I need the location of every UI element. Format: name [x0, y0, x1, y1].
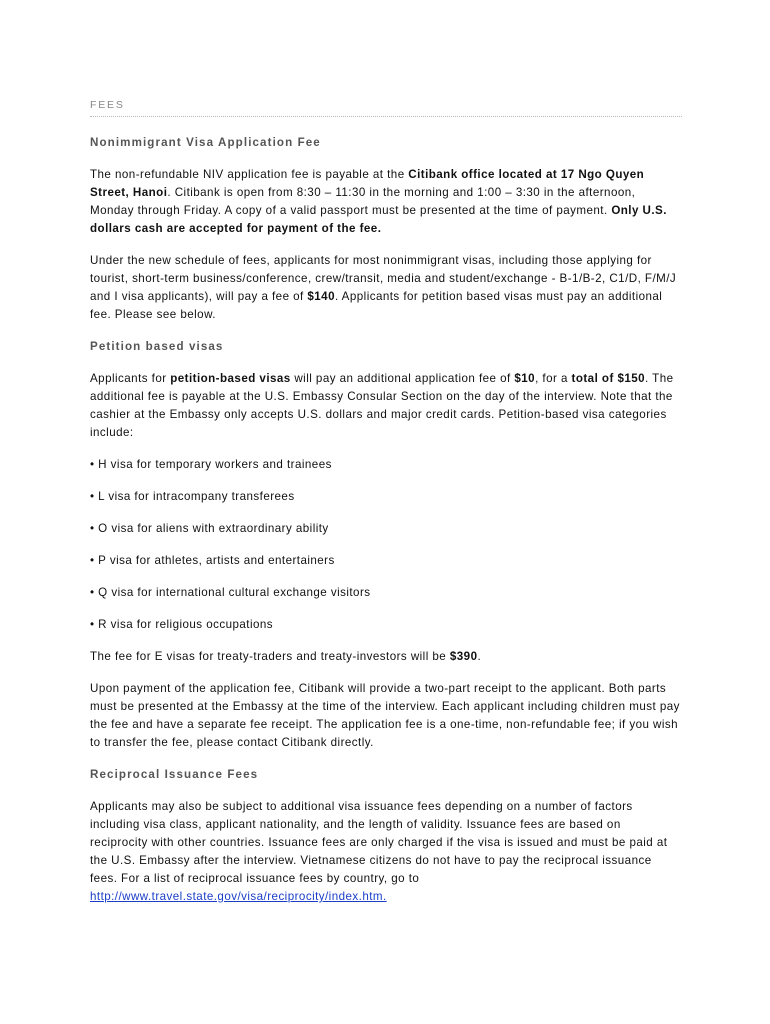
- paragraph-reciprocal: [90, 798, 682, 906]
- bold-text: Only U.S. dollars cash are accepted for payment of the fee.: [90, 204, 667, 235]
- paragraph-niv-payment: [90, 166, 682, 238]
- heading-reciprocal-fees: Reciprocal Issuance Fees: [90, 768, 259, 781]
- list-item: • Q visa for international cultural exchange visitors: [90, 586, 371, 599]
- bold-text: $390: [449, 650, 478, 663]
- text: . Citibank is open from 8:30 – 11:30 in the morning and 1:00 – 3:30 in the afternoon, Monday through Friday. A copy of a valid passport must be presented at the time of payment.: [90, 186, 636, 217]
- list-item: • H visa for temporary workers and trainees: [90, 458, 332, 471]
- bold-text: Citibank office located at 17 Ngo Quyen Street, Hanoi: [90, 168, 645, 199]
- text: Under the new schedule of fees, applicants for most nonimmigrant visas, including those applying for tourist, short-term business/conference, crew/transit, media and student/exchange - B-1/B-2, C1/D, F/M/J and I visa applicants), will pay a fee of: [90, 254, 677, 303]
- text: will pay an additional application fee of: [290, 372, 515, 385]
- text: . Applicants for petition based visas must pay an additional fee. Please see below.: [90, 290, 663, 321]
- text: .: [477, 650, 482, 663]
- paragraph-e-visa-fee: [90, 648, 682, 666]
- text: , for a: [535, 372, 572, 385]
- reciprocity-link[interactable]: http://www.travel.state.gov/visa/reciprocity/index.htm.: [90, 890, 387, 903]
- paragraph-fee-schedule: [90, 252, 682, 324]
- bold-text: total of $150: [571, 372, 646, 385]
- text: The non-refundable NIV application fee is payable at the: [90, 168, 409, 181]
- heading-petition-visas: Petition based visas: [90, 340, 224, 353]
- bold-text: $10: [514, 372, 536, 385]
- document-page: [90, 98, 682, 920]
- paragraph-petition-fee: [90, 370, 682, 442]
- paragraph-receipt: Upon payment of the application fee, Citibank will provide a two-part receipt to the applicant. Both parts must be presented at the Embassy at the time of the interview. Each applicant including children must pay the fee and have a separate fee receipt. The application fee is a one-time, non-refundable fee; if you wish to transfer the fee, please contact Citibank directly.: [90, 682, 680, 749]
- heading-niv-fee: Nonimmigrant Visa Application Fee: [90, 136, 321, 149]
- text: The fee for E visas for treaty-traders and treaty-investors will be: [90, 650, 450, 663]
- bold-text: petition-based visas: [170, 372, 291, 385]
- list-item: • P visa for athletes, artists and entertainers: [90, 554, 335, 567]
- text: Applicants for: [90, 372, 171, 385]
- bold-text: $140: [307, 290, 335, 303]
- list-item: • L visa for intracompany transferees: [90, 490, 295, 503]
- list-item: • R visa for religious occupations: [90, 618, 274, 631]
- text: . The additional fee is payable at the U.S. Embassy Consular Section on the day of the interview. Note that the cashier at the Embassy only accepts U.S. dollars and major credit cards. Petition-based visa categories include:: [90, 372, 674, 439]
- list-item: • O visa for aliens with extraordinary ability: [90, 522, 329, 535]
- text: Applicants may also be subject to additional visa issuance fees depending on a number of factors including visa class, applicant nationality, and the length of validity. Issuance fees are based on reciprocity with other countries. Issuance fees are only charged if the visa is issued and must be paid at the U.S. Embassy after the interview. Vietnamese citizens do not have to pay the reciprocal issuance fees. For a list of reciprocal issuance fees by country, go to: [90, 800, 668, 885]
- section-label-fees: FEES: [90, 98, 682, 117]
